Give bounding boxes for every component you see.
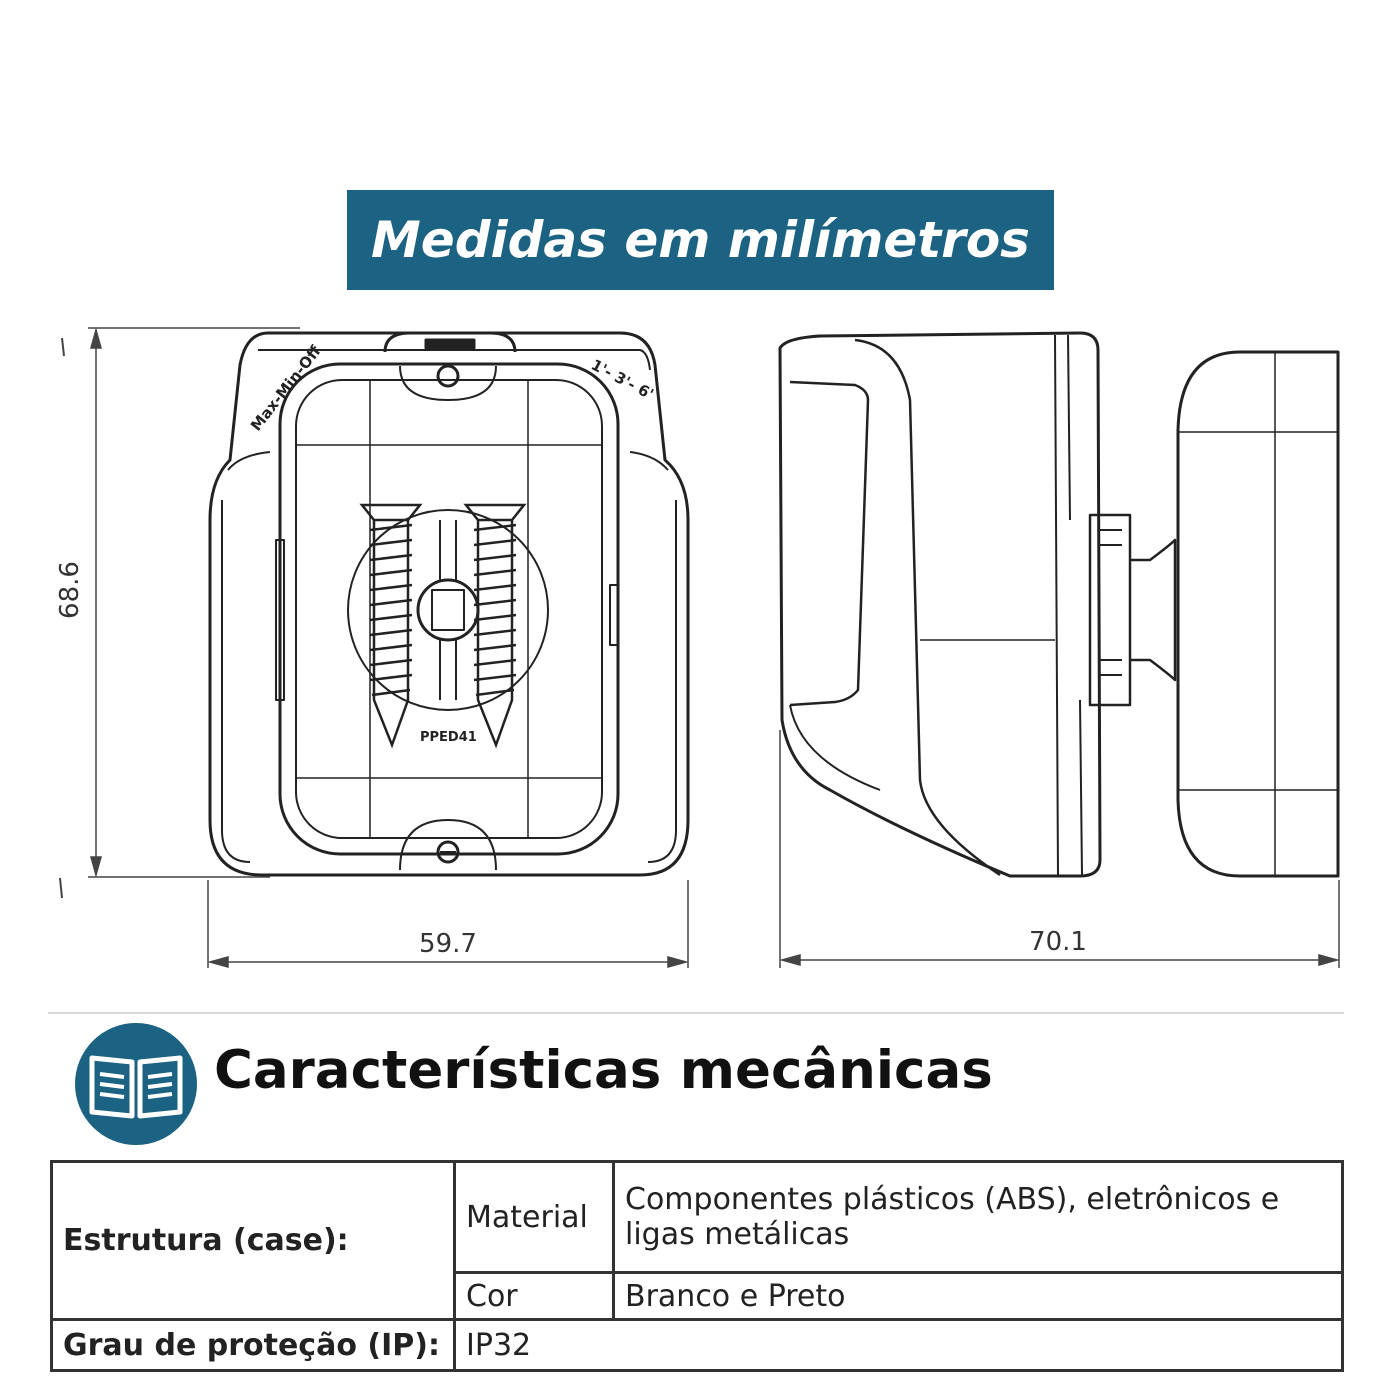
dial-left-label: Max-Min-Off (246, 342, 325, 435)
specs-table (50, 1160, 1344, 1372)
color-value: Branco e Preto (625, 1278, 846, 1314)
ip-value: IP32 (466, 1327, 532, 1363)
ip-label: Grau de proteção (IP): (63, 1327, 440, 1363)
part-code-label: PPED41 (420, 730, 477, 745)
dial-right-label: 1'- 3'- 6' (588, 355, 657, 404)
color-value-cell (614, 1273, 1343, 1320)
section-title: Características mecânicas (214, 1040, 993, 1101)
width-label: 59.7 (419, 929, 477, 959)
table-row (52, 1162, 1343, 1273)
depth-label: 70.1 (1029, 927, 1087, 957)
color-label: Cor (466, 1278, 518, 1314)
material-label: Material (466, 1199, 588, 1235)
ip-label-cell (52, 1320, 455, 1371)
material-value-cell (614, 1162, 1343, 1273)
material-value-line1: Componentes plásticos (ABS), eletrônicos e (625, 1182, 1280, 1217)
material-label-cell (455, 1162, 614, 1273)
height-label: 68.6 (55, 561, 85, 619)
side-view (780, 333, 1338, 876)
structure-label-cell (52, 1162, 455, 1320)
color-label-cell (455, 1273, 614, 1320)
units-banner: Medidas em milímetros (347, 190, 1054, 290)
material-value-line2: ligas metálicas (625, 1217, 850, 1252)
ip-value-cell (455, 1320, 1343, 1371)
table-row (52, 1320, 1343, 1371)
section-divider (48, 1012, 1344, 1014)
open-book-icon (74, 1022, 198, 1146)
front-view (210, 333, 688, 875)
structure-label: Estrutura (case): (63, 1223, 349, 1258)
